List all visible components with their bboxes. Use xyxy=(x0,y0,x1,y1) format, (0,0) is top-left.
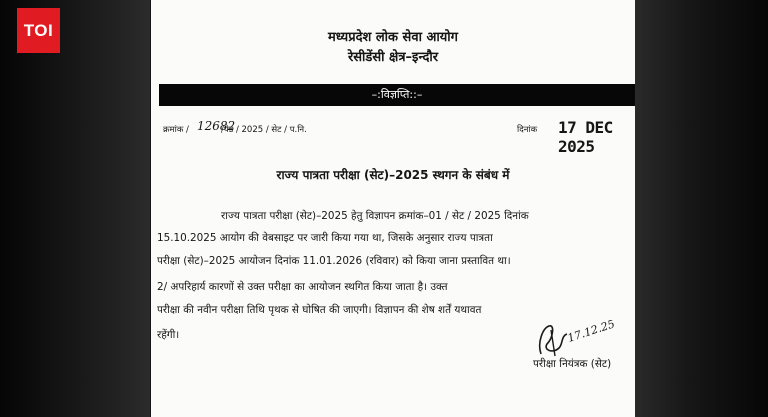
body-line: परीक्षा (सेट)–2025 आयोजन दिनांक 11.01.2026 (रविवार) को किया जाना प्रस्तावित था। xyxy=(157,255,511,267)
body-line: परीक्षा की नवीन परीक्षा तिथि पृथक से घोषित की जाएगी। विज्ञापन की शेष शर्तें यथावत xyxy=(157,304,482,316)
right-background xyxy=(634,0,768,417)
notice-title: –:विज्ञप्ति::– xyxy=(371,88,423,101)
left-background xyxy=(0,0,150,417)
signature-icon xyxy=(533,320,633,360)
body-line: राज्य पात्रता परीक्षा (सेट)–2025 हेतु विज्ञापन क्रमांक–01 / सेट / 2025 दिनांक xyxy=(221,210,529,222)
organization-address: रेसीडेंसी क्षेत्र–इन्दौर xyxy=(347,50,439,65)
date-label: दिनांक xyxy=(517,125,538,135)
notice-document xyxy=(151,0,635,417)
body-line: 2/ अपरिहार्य कारणों से उक्त परीक्षा का आयोजन स्थगित किया जाता है। उक्त xyxy=(157,281,448,293)
reference-label: क्रमांक / xyxy=(163,125,189,135)
signature-date: 17.12.25 xyxy=(565,320,617,345)
reference-suffix: /पेड / 2025 / सेट / प.नि. xyxy=(221,125,307,135)
notice-subject: राज्य पात्रता परीक्षा (सेट)–2025 स्थगन के संबंध में xyxy=(276,168,510,182)
date-stamp: 17 DEC 2025 xyxy=(558,118,613,156)
notice-title-bar xyxy=(159,84,635,106)
organization-name: मध्यप्रदेश लोक सेवा आयोग xyxy=(328,30,458,45)
signer-designation: परीक्षा नियंत्रक (सेट) xyxy=(533,358,612,370)
toi-logo: TOI xyxy=(17,8,60,53)
body-line: 15.10.2025 आयोग की वेबसाइट पर जारी किया गया था, जिसके अनुसार राज्य पात्रता xyxy=(157,232,493,244)
body-line: रहेंगी। xyxy=(157,329,180,341)
reference-number: 12682 xyxy=(197,119,236,133)
